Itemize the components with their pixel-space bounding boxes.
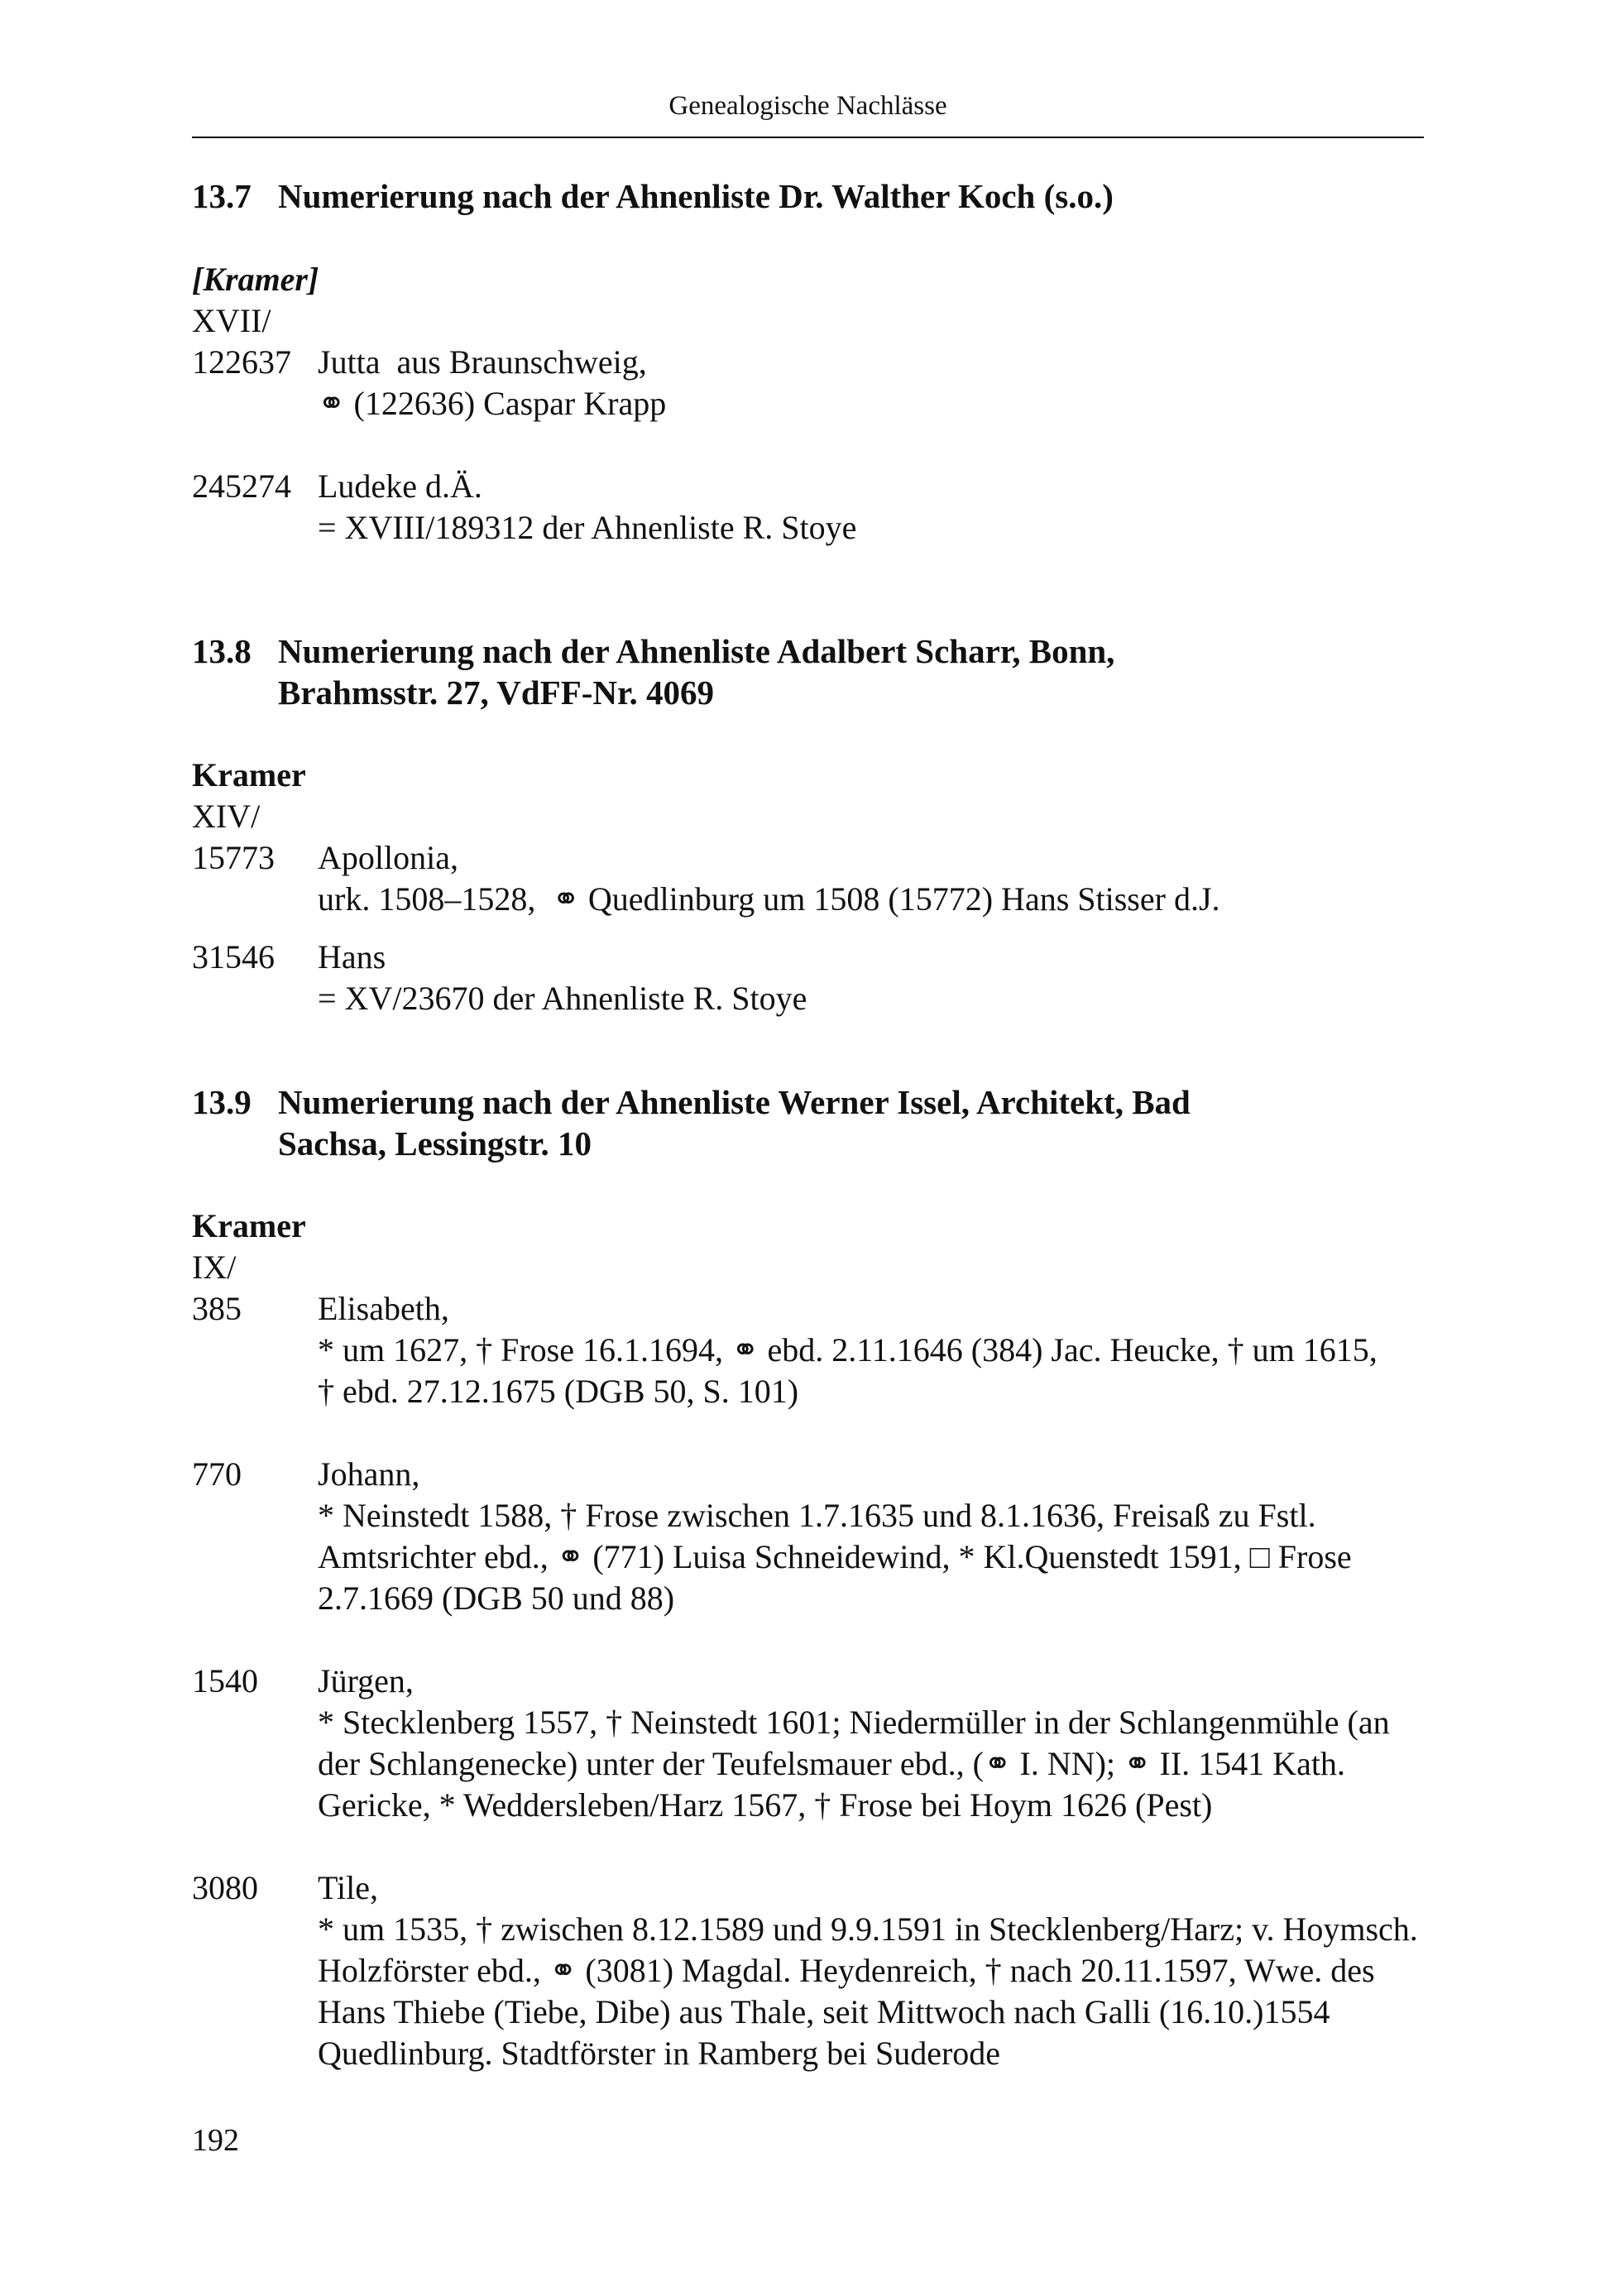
section-heading-13-7 <box>192 175 1114 217</box>
entry-line: urk. 1508–1528, ⚭ Quedlinburg um 1508 (15772) Hans Stisser d.J. <box>318 880 1220 918</box>
family-name: Kramer <box>192 1207 306 1244</box>
entry-line: Jürgen, <box>318 1662 414 1699</box>
generation-label: XIV/ <box>192 798 261 835</box>
page-number: 192 <box>192 2123 239 2158</box>
entry-line: † ebd. 27.12.1675 (DGB 50, S. 101) <box>318 1373 799 1410</box>
ancestor-entry <box>192 1454 1424 1619</box>
family-name: Kramer <box>192 756 306 793</box>
generation-label: XVII/ <box>192 302 271 339</box>
ancestor-entry <box>192 1867 1424 2074</box>
ancestor-number: 122637 <box>192 343 291 381</box>
section-title-line: Sachsa, Lessingstr. 10 <box>278 1124 592 1162</box>
entry-line: Hans Thiebe (Tiebe, Dibe) aus Thale, seit Mittwoch nach Galli (16.10.)1554 <box>318 1993 1330 2030</box>
section-title-line: Numerierung nach der Ahnenliste Werner Issel, Architekt, Bad <box>278 1083 1191 1121</box>
entry-line: der Schlangenecke) unter der Teufelsmauer ebd., (⚭ I. NN); ⚭ II. 1541 Kath. <box>318 1745 1345 1782</box>
entry-line: Gericke, * Weddersleben/Harz 1567, † Frose bei Hoym 1626 (Pest) <box>318 1786 1213 1824</box>
section-number: 13.8 <box>192 632 252 670</box>
generation-label: IX/ <box>192 1249 237 1286</box>
section-number: 13.7 <box>192 177 252 215</box>
ancestor-entry <box>192 1661 1424 1826</box>
entry-line: = XV/23670 der Ahnenliste R. Stoye <box>318 980 807 1017</box>
ancestor-number: 3080 <box>192 1869 258 1906</box>
entry-line: Johann, <box>318 1455 420 1493</box>
section-title-line: Numerierung nach der Ahnenliste Adalbert Scharr, Bonn, <box>278 632 1115 670</box>
ancestor-number: 31546 <box>192 938 275 975</box>
ancestor-entry <box>192 466 1424 549</box>
entry-line: * Stecklenberg 1557, † Neinstedt 1601; Niedermüller in der Schlangenmühle (an <box>318 1704 1390 1741</box>
entry-line: * um 1627, † Frose 16.1.1694, ⚭ ebd. 2.11.1646 (384) Jac. Heucke, † um 1615, <box>318 1331 1378 1368</box>
running-head: Genealogische Nachlässe <box>668 91 947 121</box>
ancestor-number: 1540 <box>192 1662 258 1699</box>
ancestor-entry <box>192 937 1424 1019</box>
ancestor-number: 245274 <box>192 467 291 505</box>
entry-line: Apollonia, <box>318 839 458 876</box>
entry-line: * um 1535, † zwischen 8.12.1589 und 9.9.1591 in Stecklenberg/Harz; v. Hoymsch. <box>318 1910 1418 1948</box>
ancestor-entry <box>192 837 1424 920</box>
section-number: 13.9 <box>192 1083 252 1121</box>
header-rule <box>192 137 1424 138</box>
entry-line: Amtsrichter ebd., ⚭ (771) Luisa Schneidewind, * Kl.Quenstedt 1591, □ Frose <box>318 1538 1352 1575</box>
ancestor-entry <box>192 1288 1424 1412</box>
entry-line: ⚭ (122636) Caspar Krapp <box>318 385 667 422</box>
ancestor-entry <box>192 342 1424 424</box>
entry-line: Holzförster ebd., ⚭ (3081) Magdal. Heydenreich, † nach 20.11.1597, Wwe. des <box>318 1952 1375 1989</box>
entry-line: Ludeke d.Ä. <box>318 467 482 505</box>
entry-line: = XVIII/189312 der Ahnenliste R. Stoye <box>318 509 857 546</box>
entry-line: 2.7.1669 (DGB 50 und 88) <box>318 1579 675 1617</box>
section-heading-13-9 <box>192 1081 1191 1164</box>
entry-line: Hans <box>318 938 386 975</box>
section-title-line: Numerierung nach der Ahnenliste Dr. Walther Koch (s.o.) <box>278 177 1114 215</box>
entry-line: * Neinstedt 1588, † Frose zwischen 1.7.1635 und 8.1.1636, Freisaß zu Fstl. <box>318 1497 1316 1534</box>
entry-line: Jutta aus Braunschweig, <box>318 343 647 381</box>
entry-line: Elisabeth, <box>318 1290 449 1327</box>
ancestor-number: 385 <box>192 1290 242 1327</box>
family-name: [Kramer] <box>192 261 319 298</box>
entry-line: Tile, <box>318 1869 379 1906</box>
ancestor-number: 770 <box>192 1455 242 1493</box>
entry-line: Quedlinburg. Stadtförster in Ramberg bei Suderode <box>318 2035 1001 2072</box>
section-heading-13-8 <box>192 630 1114 713</box>
section-title-line: Brahmsstr. 27, VdFF-Nr. 4069 <box>278 673 714 712</box>
ancestor-number: 15773 <box>192 839 275 876</box>
